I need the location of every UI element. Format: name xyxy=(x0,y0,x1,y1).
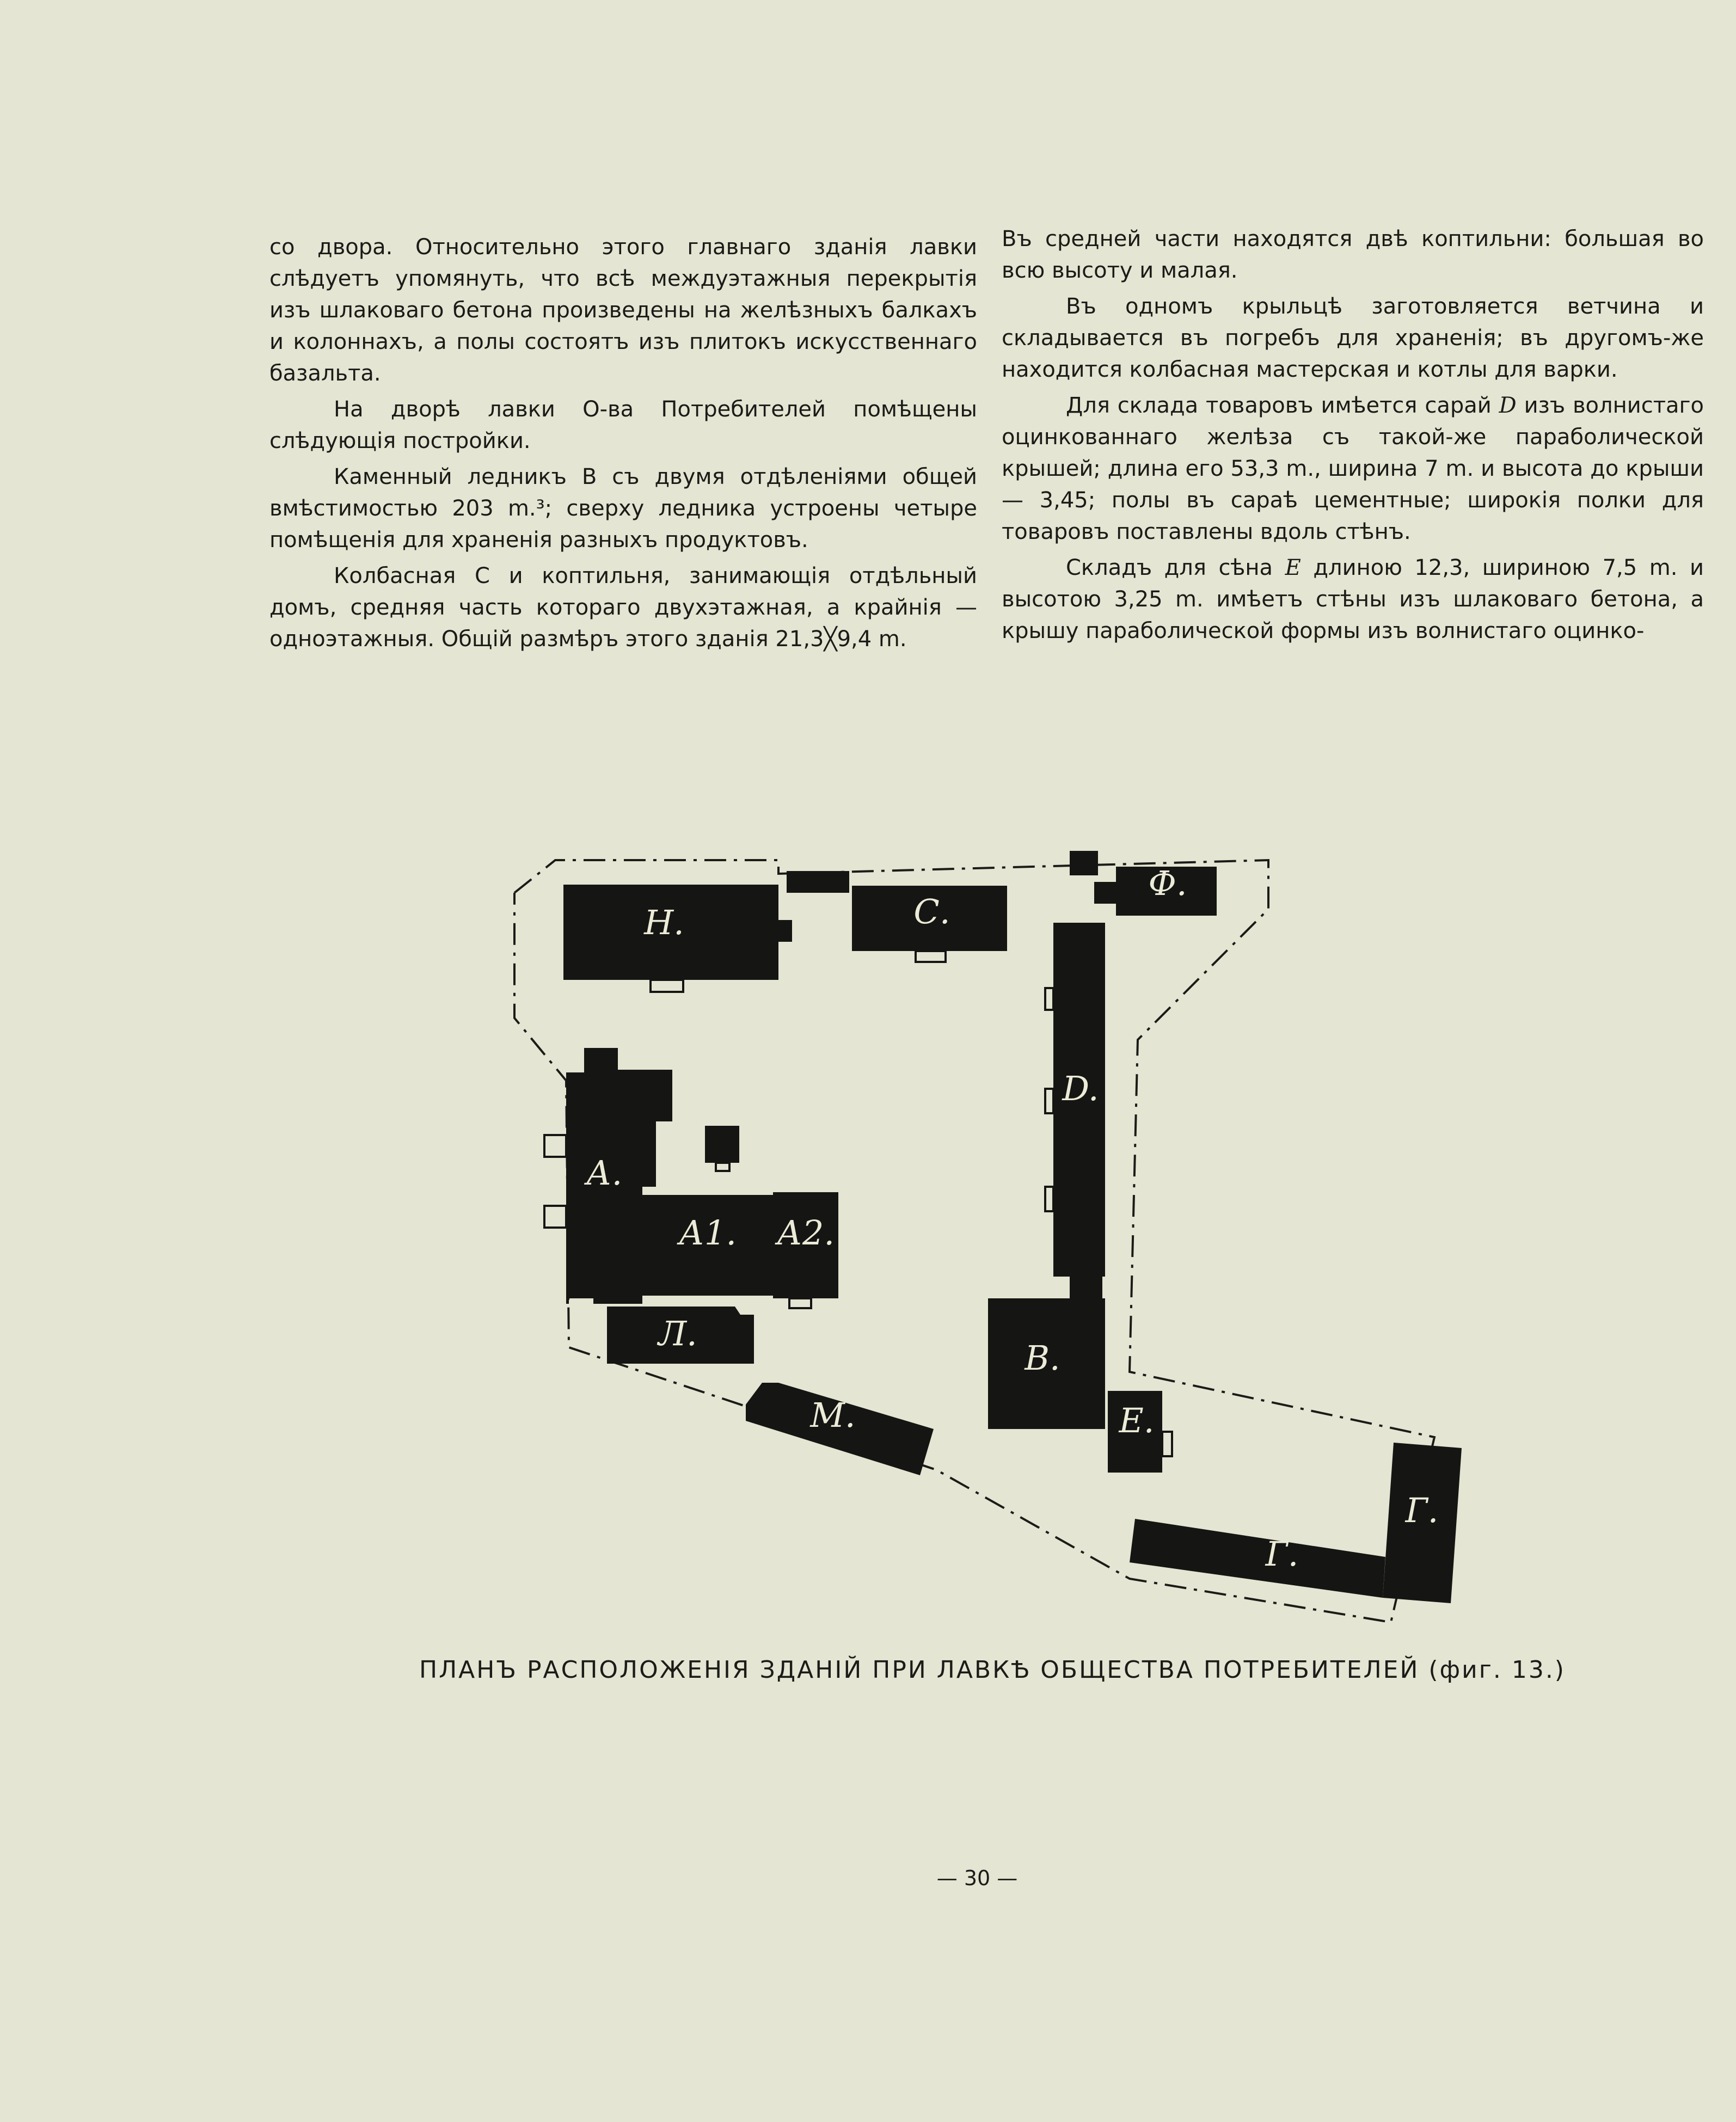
label-d: D. xyxy=(1062,1069,1099,1109)
label-a: А. xyxy=(586,1153,623,1193)
building-e xyxy=(1108,1391,1172,1473)
building-m xyxy=(746,1383,934,1475)
text-run: Складъ для сѣна xyxy=(1066,555,1273,580)
letter-e: E xyxy=(1285,555,1301,580)
building-small-top xyxy=(787,871,849,893)
label-m: М. xyxy=(810,1395,856,1436)
paragraph: со двора. Относительно этого главнаго зданія лавки слѣдуетъ упомянуть, что всѣ междуэтажныя перекрытія изъ шлаковаго бетона произведены на желѣзныхъ балкахъ и колоннахъ, а полы состоятъ изъ плитокъ искусственнаго базальта. xyxy=(269,235,977,386)
building-small-square xyxy=(1070,851,1098,875)
text-run: длиною 12,3, шириною 7,5 m. и высотою 3,25 m. имѣетъ стѣны изъ шлаковаго бетона, а крышу параболической формы изъ волнистаго оцинко- xyxy=(1002,555,1704,643)
label-h: Н. xyxy=(644,903,684,943)
building-c xyxy=(852,886,1007,962)
letter-d: D xyxy=(1499,393,1517,418)
label-e: Е. xyxy=(1119,1401,1155,1441)
building-d xyxy=(1045,923,1105,1277)
building-h xyxy=(563,885,792,992)
label-g-horizontal: Г. xyxy=(1265,1534,1299,1574)
paragraph: Колбасная С и коптильня, занимающія отдѣльный домъ, средняя часть котораго двухэтажная, а крайнія — одноэтажныя. Общій размѣръ этого зданія 21,3╳9,4 m. xyxy=(269,563,977,652)
page-number: — 30 — xyxy=(936,1866,1018,1890)
building-a1 xyxy=(642,1195,773,1296)
building-small-yard xyxy=(705,1126,739,1171)
paragraph: Въ одномъ крыльцѣ заготовляется ветчина и складывается въ погребъ для храненія; въ другомъ-же находится колбасная мастерская и котлы для варки. xyxy=(1002,294,1704,382)
paragraph: На дворѣ лавки О-ва Потребителей помѣщены слѣдующія постройки. xyxy=(269,397,977,453)
building-l xyxy=(607,1307,754,1364)
figure-caption: ПЛАНЪ РАСПОЛОЖЕНІЯ ЗДАНІЙ ПРИ ЛАВКѢ ОБЩЕСТВА ПОТРЕБИТЕЛЕЙ (фиг. 13.) xyxy=(419,1656,1566,1684)
text-run: изъ волнистаго оцинкованнаго желѣза съ такой-же параболической крышей; длина его 53,3 m., ширина 7 m. и высота до крыши — 3,45; полы въ сараѣ цементные; широкія полки для товаровъ поставлены вдоль стѣнъ. xyxy=(1002,393,1704,544)
label-f: Ф. xyxy=(1148,863,1187,904)
paragraph: Въ средней части находятся двѣ коптильни: большая во всю высоту и малая. xyxy=(1002,226,1704,283)
building-a2 xyxy=(773,1192,838,1308)
building-f xyxy=(1094,863,1217,916)
label-g-vertical: Г. xyxy=(1405,1491,1439,1531)
text-run: Для склада товаровъ имѣется сарай xyxy=(1066,393,1492,418)
label-l: Л. xyxy=(658,1314,697,1354)
label-a2: А2. xyxy=(776,1213,835,1253)
label-a1: А1. xyxy=(678,1213,737,1253)
label-b: В. xyxy=(1025,1338,1060,1378)
paragraph: Каменный ледникъ В съ двумя отдѣленіями общей вмѣстимостью 203 m.³; сверху ледника устроены четыре помѣщенія для храненія разныхъ продуктовъ. xyxy=(269,464,977,553)
building-b xyxy=(988,1277,1105,1429)
building-g-vertical xyxy=(1383,1443,1462,1603)
label-c: С. xyxy=(913,892,950,932)
